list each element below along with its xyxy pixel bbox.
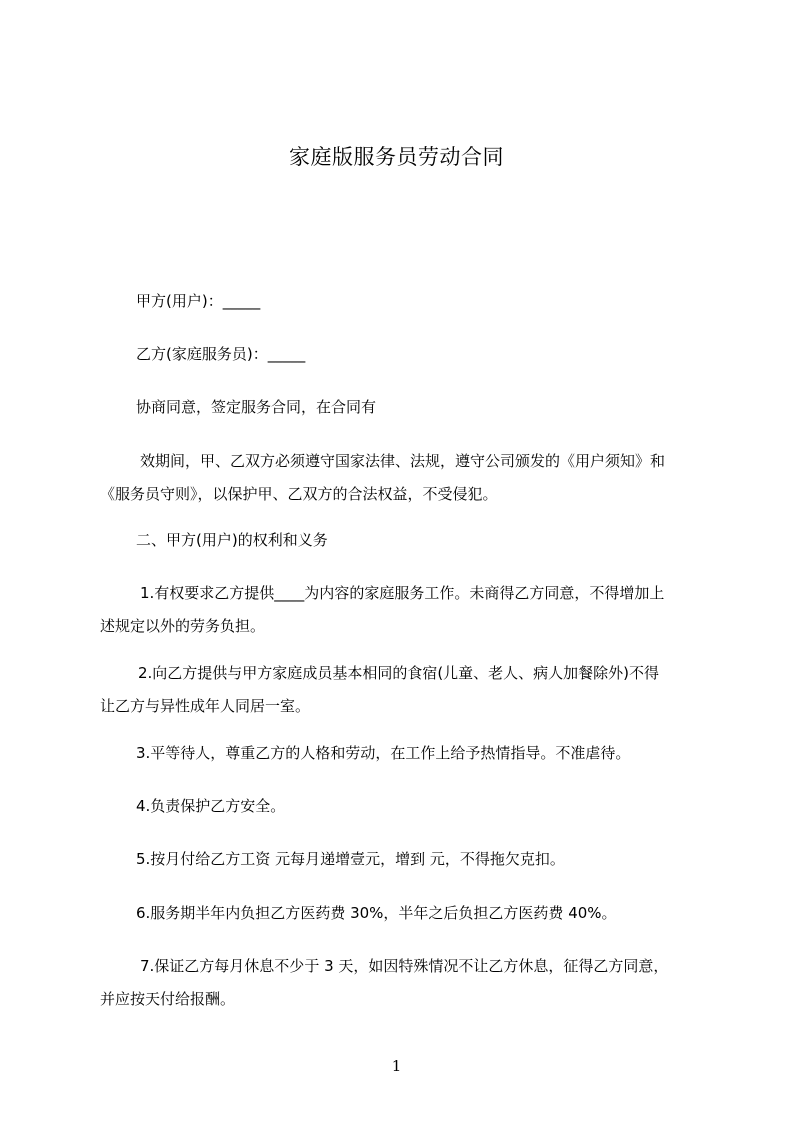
item-6-line: 6.服务期半年内负担乙方医药费 30%，半年之后负担乙方医药费 40%。 — [136, 904, 617, 922]
item-5-paragraph — [100, 843, 710, 876]
party-a-line: 甲方(用户)：_____ — [136, 292, 261, 310]
item-4-line: 4.负责保护乙方安全。 — [136, 797, 286, 815]
item-1-paragraph — [100, 577, 710, 643]
item-4-paragraph — [100, 790, 710, 823]
item-7-line-2: 并应按天付给报酬。 — [100, 990, 236, 1008]
validity-line-1: 效期间，甲、乙双方必须遵守国家法律、法规，遵守公司颁发的《用户须知》和 — [140, 452, 666, 470]
item-5-line: 5.按月付给乙方工资 元每月递增壹元，增到 元，不得拖欠克扣。 — [136, 850, 565, 868]
party-a-paragraph — [100, 285, 710, 318]
party-b-paragraph — [100, 338, 710, 371]
item-2-paragraph — [100, 657, 710, 723]
item-2-line-1: 2.向乙方提供与甲方家庭成员基本相同的食宿(儿童、老人、病人加餐除外)不得 — [138, 664, 660, 682]
section-2-heading — [100, 524, 710, 557]
item-3-paragraph — [100, 737, 710, 770]
item-1-line-2: 述规定以外的劳务负担。 — [100, 617, 266, 635]
item-3-line: 3.平等待人，尊重乙方的人格和劳动，在工作上给予热情指导。不准虐待。 — [136, 744, 631, 762]
agreement-line: 协商同意，签定服务合同，在合同有 — [136, 398, 377, 416]
item-2-line-2: 让乙方与异性成年人同居一室。 — [100, 697, 311, 715]
validity-line-2: 《服务员守则》，以保护甲、乙双方的合法权益，不受侵犯。 — [100, 485, 498, 503]
section-2-line: 二、甲方(用户)的权利和义务 — [136, 531, 328, 549]
item-7-line-1: 7.保证乙方每月休息不少于 3 天，如因特殊情况不让乙方休息，征得乙方同意， — [140, 957, 669, 975]
agreement-paragraph — [100, 391, 710, 424]
item-6-paragraph — [100, 897, 710, 930]
party-b-line: 乙方(家庭服务员)：_____ — [136, 345, 306, 363]
validity-paragraph — [100, 445, 710, 511]
page-number: 1 — [391, 1057, 402, 1075]
item-7-paragraph — [100, 950, 710, 1016]
item-1-line-1: 1.有权要求乙方提供____为内容的家庭服务工作。未商得乙方同意，不得增加上 — [140, 584, 665, 602]
document-title: 家庭版服务员劳动合同 — [289, 145, 504, 169]
